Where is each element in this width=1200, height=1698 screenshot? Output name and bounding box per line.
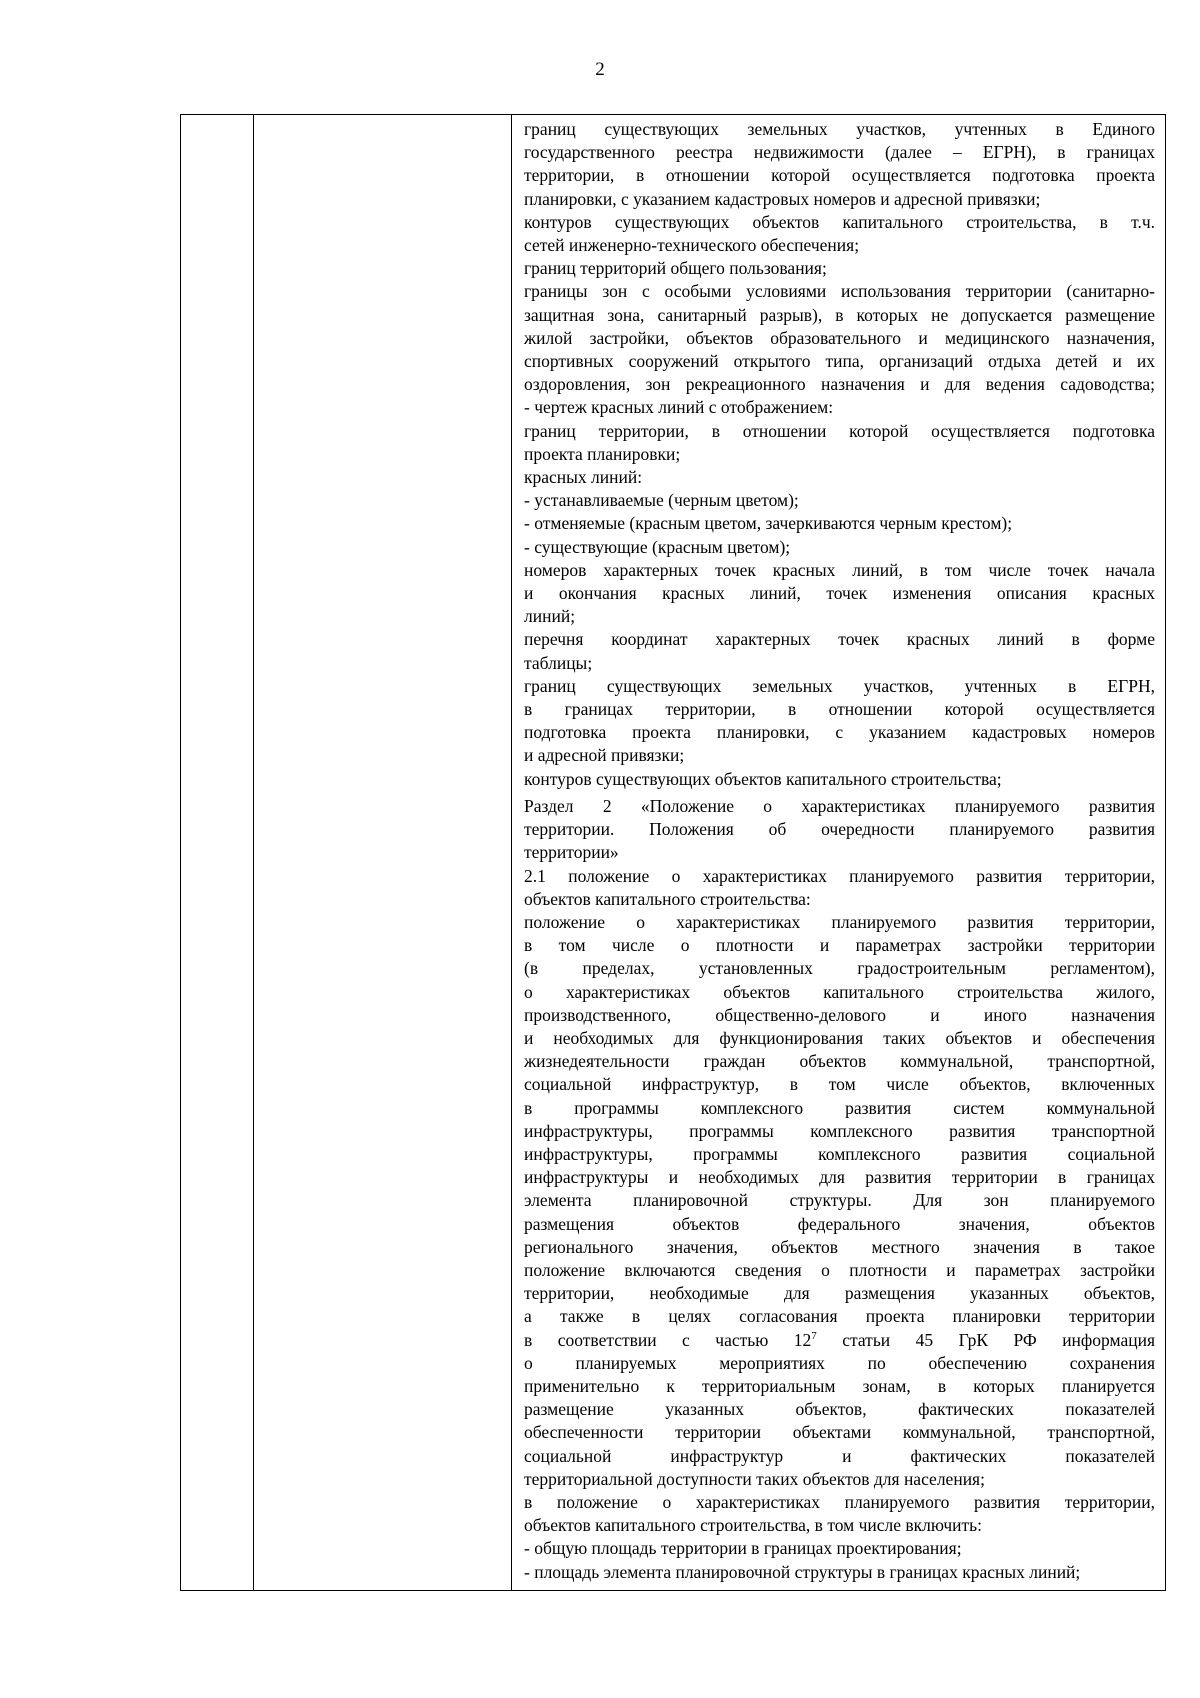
text-line: размещения объектов федерального значения, объектов bbox=[524, 1213, 1155, 1234]
text-line: линий; bbox=[524, 606, 576, 627]
text-line: инфраструктуры, программы комплексного развития социальной bbox=[524, 1143, 1155, 1164]
text-line: территории, в отношении которой осуществляется подготовка проекта bbox=[524, 165, 1155, 186]
text-line: (в пределах, установленных градостроительным регламентом), bbox=[524, 958, 1155, 979]
text-line: номеров характерных точек красных линий, в том числе точек начала bbox=[524, 559, 1155, 580]
text-line: объектов капитального строительства, в том числе включить: bbox=[524, 1515, 982, 1536]
text-line: подготовка проекта планировки, с указанием кадастровых номеров bbox=[524, 722, 1155, 743]
text-line: таблицы; bbox=[524, 652, 593, 673]
text-line: - отменяемые (красным цветом, зачеркиваются черным крестом); bbox=[524, 513, 1013, 534]
text-line: о характеристиках объектов капитального строительства жилого, bbox=[524, 981, 1155, 1002]
text-line: территориальной доступности таких объектов для населения; bbox=[524, 1468, 985, 1489]
text-line: контуров существующих объектов капитального строительства; bbox=[524, 768, 1002, 789]
text-line: границ территории, в отношении которой осуществляется подготовка bbox=[524, 420, 1155, 441]
table-cell-number bbox=[181, 115, 254, 1591]
text-line: жилой застройки, объектов образовательного и медицинского назначения, bbox=[524, 327, 1155, 348]
text-line: границ существующих земельных участков, учтенных в ЕГРН, bbox=[524, 675, 1155, 696]
content-text bbox=[524, 118, 1155, 1584]
text-line: и окончания красных линий, точек изменения описания красных bbox=[524, 583, 1155, 604]
text-line: в положение о характеристиках планируемого развития территории, bbox=[524, 1491, 1155, 1512]
text-line: положение включаются сведения о плотности и параметрах застройки bbox=[524, 1259, 1155, 1280]
text-line: территории, необходимые для размещения указанных объектов, bbox=[524, 1283, 1155, 1304]
text-line: проекта планировки; bbox=[524, 443, 681, 464]
text-line: - существующие (красным цветом); bbox=[524, 536, 791, 557]
text-line: - чертеж красных линий с отображением: bbox=[524, 397, 834, 418]
text-line: в том числе о плотности и параметрах застройки территории bbox=[524, 935, 1155, 956]
text-line: территории. Положения об очередности планируемого развития bbox=[524, 819, 1155, 840]
text-line: границ существующих земельных участков, учтенных в Единого bbox=[524, 119, 1155, 139]
text-line: размещение указанных объектов, фактических показателей bbox=[524, 1399, 1155, 1420]
text-line: перечня координат характерных точек красных линий в форме bbox=[524, 629, 1155, 650]
text-line: красных линий: bbox=[524, 467, 643, 488]
text-line: обеспеченности территории объектами коммунальной, транспортной, bbox=[524, 1422, 1155, 1443]
text-line: - общую площадь территории в границах проектирования; bbox=[524, 1538, 962, 1559]
text-line: регионального значения, объектов местного значения в такое bbox=[524, 1236, 1155, 1257]
text-line: инфраструктуры, программы комплексного развития транспортной bbox=[524, 1120, 1155, 1141]
text-line: оздоровления, зон рекреационного назначения и для ведения садоводства; bbox=[524, 374, 1155, 395]
text-line: в границах территории, в отношении которой осуществляется bbox=[524, 699, 1155, 720]
text-line: о планируемых мероприятиях по обеспечению сохранения bbox=[524, 1352, 1155, 1373]
text-line: жизнедеятельности граждан объектов коммунальной, транспортной, bbox=[524, 1051, 1155, 1072]
page-number: 2 bbox=[595, 59, 605, 80]
text-line: объектов капитального строительства: bbox=[524, 888, 811, 909]
table-cell-title bbox=[254, 115, 512, 1591]
text-line: сетей инженерно-технического обеспечения; bbox=[524, 235, 860, 256]
text-line: социальной инфраструктур, в том числе объектов, включенных bbox=[524, 1074, 1155, 1095]
text-line: элемента планировочной структуры. Для зон планируемого bbox=[524, 1190, 1155, 1211]
table-cell-content bbox=[512, 115, 1166, 1591]
text-line: в программы комплексного развития систем коммунальной bbox=[524, 1097, 1155, 1118]
text-line: производственного, общественно-делового и иного назначения bbox=[524, 1004, 1155, 1025]
text-line: и адресной привязки; bbox=[524, 745, 685, 766]
text-line: планировки, с указанием кадастровых номеров и адресной привязки; bbox=[524, 188, 1041, 209]
text-line: - устанавливаемые (черным цветом); bbox=[524, 490, 799, 511]
text-line: государственного реестра недвижимости (далее – ЕГРН), в границах bbox=[524, 142, 1155, 163]
text-line: контуров существующих объектов капитального строительства, в т.ч. bbox=[524, 211, 1155, 232]
text-line: а также в целях согласования проекта планировки территории bbox=[524, 1306, 1155, 1327]
text-line: Раздел 2 «Положение о характеристиках планируемого развития bbox=[524, 795, 1155, 816]
text-line: территории» bbox=[524, 842, 619, 863]
text-line: социальной инфраструктур и фактических показателей bbox=[524, 1445, 1155, 1466]
text-line: применительно к территориальным зонам, в которых планируется bbox=[524, 1375, 1155, 1396]
text-line: защитная зона, санитарный разрыв), в которых не допускается размещение bbox=[524, 304, 1155, 325]
text-line: и необходимых для функционирования таких объектов и обеспечения bbox=[524, 1027, 1155, 1048]
text-line: инфраструктуры и необходимых для развития территории в границах bbox=[524, 1167, 1155, 1188]
footnote-superscript: 7 bbox=[811, 1329, 817, 1342]
text-line: в соответствии с частью $12^7$ статьи 45 ГрК РФ информация bbox=[524, 1329, 1155, 1350]
text-line: 2.1 положение о характеристиках планируемого развития территории, bbox=[524, 865, 1155, 886]
requirements-table bbox=[180, 114, 1166, 1591]
text-line: границ территорий общего пользования; bbox=[524, 258, 827, 279]
table-row bbox=[181, 115, 1166, 1591]
text-line: спортивных сооружений открытого типа, организаций отдыха детей и их bbox=[524, 351, 1155, 372]
text-line: границы зон с особыми условиями использования территории (санитарно- bbox=[524, 281, 1155, 302]
text-line: положение о характеристиках планируемого развития территории, bbox=[524, 911, 1155, 932]
text-line: - площадь элемента планировочной структуры в границах красных линий; bbox=[524, 1561, 1081, 1582]
